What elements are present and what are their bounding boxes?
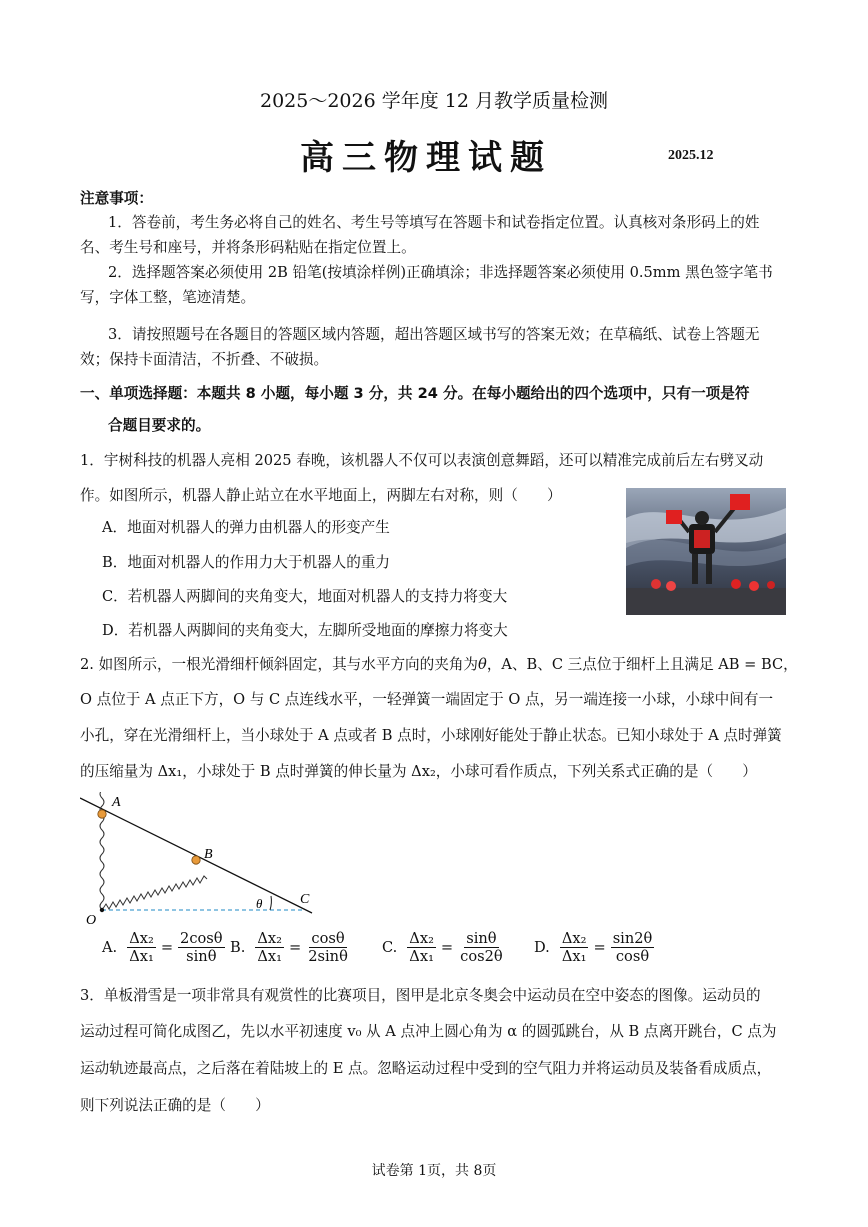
robot-photo [626,488,786,615]
q2-option-a: A. $\frac{\text{Δx₂}}{\text{Δx₁}}$ = $\frac{2\cos\theta}{\sin\theta}$ [102,930,223,965]
exam-name: 2025～2026 学年度 12 月教学质量检测 [259,90,608,112]
notice-line: 3．请按照题号在各题目的答题区域内答题，超出答题区域书写的答案无效；在草稿纸、试卷上答题无 [108,326,760,343]
notice-line: 名、考生号和座号，并将条形码粘贴在指定位置上。 [80,239,416,256]
fraction: $\frac{\text{Δx₂}}{\text{Δx₁}}$ [409,930,434,965]
q2-theta: θ [478,656,487,673]
q3-stem: 则下列说法正确的是（ ） [80,1097,270,1114]
exam-date: 2025.12 [668,148,714,163]
fraction: $\frac{\sin\theta}{\cos 2\theta}$ [460,930,503,965]
fraction: $\frac{\text{Δx₂}}{\text{Δx₁}}$ [561,930,587,965]
fig-label-o: O [86,913,97,924]
notice-line: 效；保持卡面清洁，不折叠、不破损。 [80,351,329,368]
q3-stem: 运动轨迹最高点，之后落在着陆坡上的 E 点。忽略运动过程中受到的空气阻力并将运动员及装备看成质点， [80,1060,772,1077]
option-letter: C. [382,939,398,956]
fraction: $\frac{\sin 2\theta}{\cos\theta}$ [612,930,653,965]
option-letter: B. [230,939,246,956]
q2-figure [80,792,320,924]
fig-label-theta: θ [256,896,263,911]
q1-option-b: B．地面对机器人的作用力大于机器人的重力 [102,554,391,571]
q2-stem-c: ，A、B、C 三点位于细杆上且满足 AB = BC， [486,656,798,673]
fig-label-a: A [112,795,121,810]
q2-option-b: B. $\frac{\text{Δx₂}}{\text{Δx₁}}$ = $\frac{\cos\theta}{2\sin\theta}$ [230,930,348,965]
fig-label-c: C [300,892,310,907]
q3-stem: 3．单板滑雪是一项非常具有观赏性的比赛项目，图甲是北京冬奥会中运动员在空中姿态的图像。运动员的 [80,987,761,1004]
fraction: $\frac{\text{Δx₂}}{\text{Δx₁}}$ [129,930,154,965]
page-title: 高三物理试题 [300,138,552,178]
fraction: $\frac{\cos\theta}{2\sin\theta}$ [308,930,348,965]
page-footer: 试卷第 1页，共 8页 [371,1163,497,1179]
q2-stem-a: 2. 如图所示，一根光滑细杆倾斜固定，其与水平方向的夹角为 [80,656,479,673]
q1-option-a: A．地面对机器人的弹力由机器人的形变产生 [102,519,390,536]
q2-stem: 小孔，穿在光滑细杆上，当小球处于 A 点或者 B 点时，小球刚好能处于静止状态。已知小球处于 A 点时弹簧 [80,727,782,744]
q1-stem: 作。如图所示，机器人静止站立在水平地面上，两脚左右对称，则（ ） [80,487,562,504]
fraction: $\frac{\text{Δx₂}}{\text{Δx₁}}$ [257,930,282,965]
notice-line: 2．选择题答案必须使用 2B 铅笔(按填涂样例)正确填涂；非选择题答案必须使用 0.5mm 黑色签字笔书 [108,264,773,281]
notice-heading: 注意事项： [80,190,153,207]
q1-option-c: C．若机器人两脚间的夹角变大，地面对机器人的支持力将变大 [102,588,508,605]
fig-label-b: B [204,847,213,862]
q2-stem: 的压缩量为 Δx₁，小球处于 B 点时弹簧的伸长量为 Δx₂，小球可看作质点，下列关系式正确的是（ ） [80,763,757,780]
option-letter: D. [534,939,550,956]
notice-line: 写，字体工整，笔迹清楚。 [80,289,256,306]
q1-stem: 1．宇树科技的机器人亮相 2025 春晚，该机器人不仅可以表演创意舞蹈，还可以精准完成前后左右劈叉动 [80,452,764,469]
q2-stem [80,655,798,675]
q1-option-d: D．若机器人两脚间的夹角变大，左脚所受地面的摩擦力将变大 [102,622,508,639]
q3-stem: 运动过程可简化成图乙，先以水平初速度 v₀ 从 A 点冲上圆心角为 α 的圆弧跳台，从 B 点离开跳台，C 点为 [80,1023,777,1040]
section-heading: 一、单项选择题：本题共 8 小题，每小题 3 分，共 24 分。在每小题给出的四个选项中，只有一项是符 [80,385,750,402]
notice-line: 1．答卷前，考生务必将自己的姓名、考生号等填写在答题卡和试卷指定位置。认真核对条形码上的姓 [108,214,760,231]
q2-option-c: C. $\frac{\text{Δx₂}}{\text{Δx₁}}$ = $\frac{\sin\theta}{\cos 2\theta}$ [382,930,503,965]
option-letter: A. [102,939,118,956]
section-heading-cont: 合题目要求的。 [108,417,211,434]
q2-option-d: D. $\frac{\text{Δx₂}}{\text{Δx₁}}$ = $\frac{\sin 2\theta}{\cos\theta}$ [534,930,653,965]
q2-stem: O 点位于 A 点正下方，O 与 C 点连线水平，一轻弹簧一端固定于 O 点，另一端连接一小球，小球中间有一 [80,691,774,708]
fraction: $\frac{2\cos\theta}{\sin\theta}$ [180,930,223,965]
